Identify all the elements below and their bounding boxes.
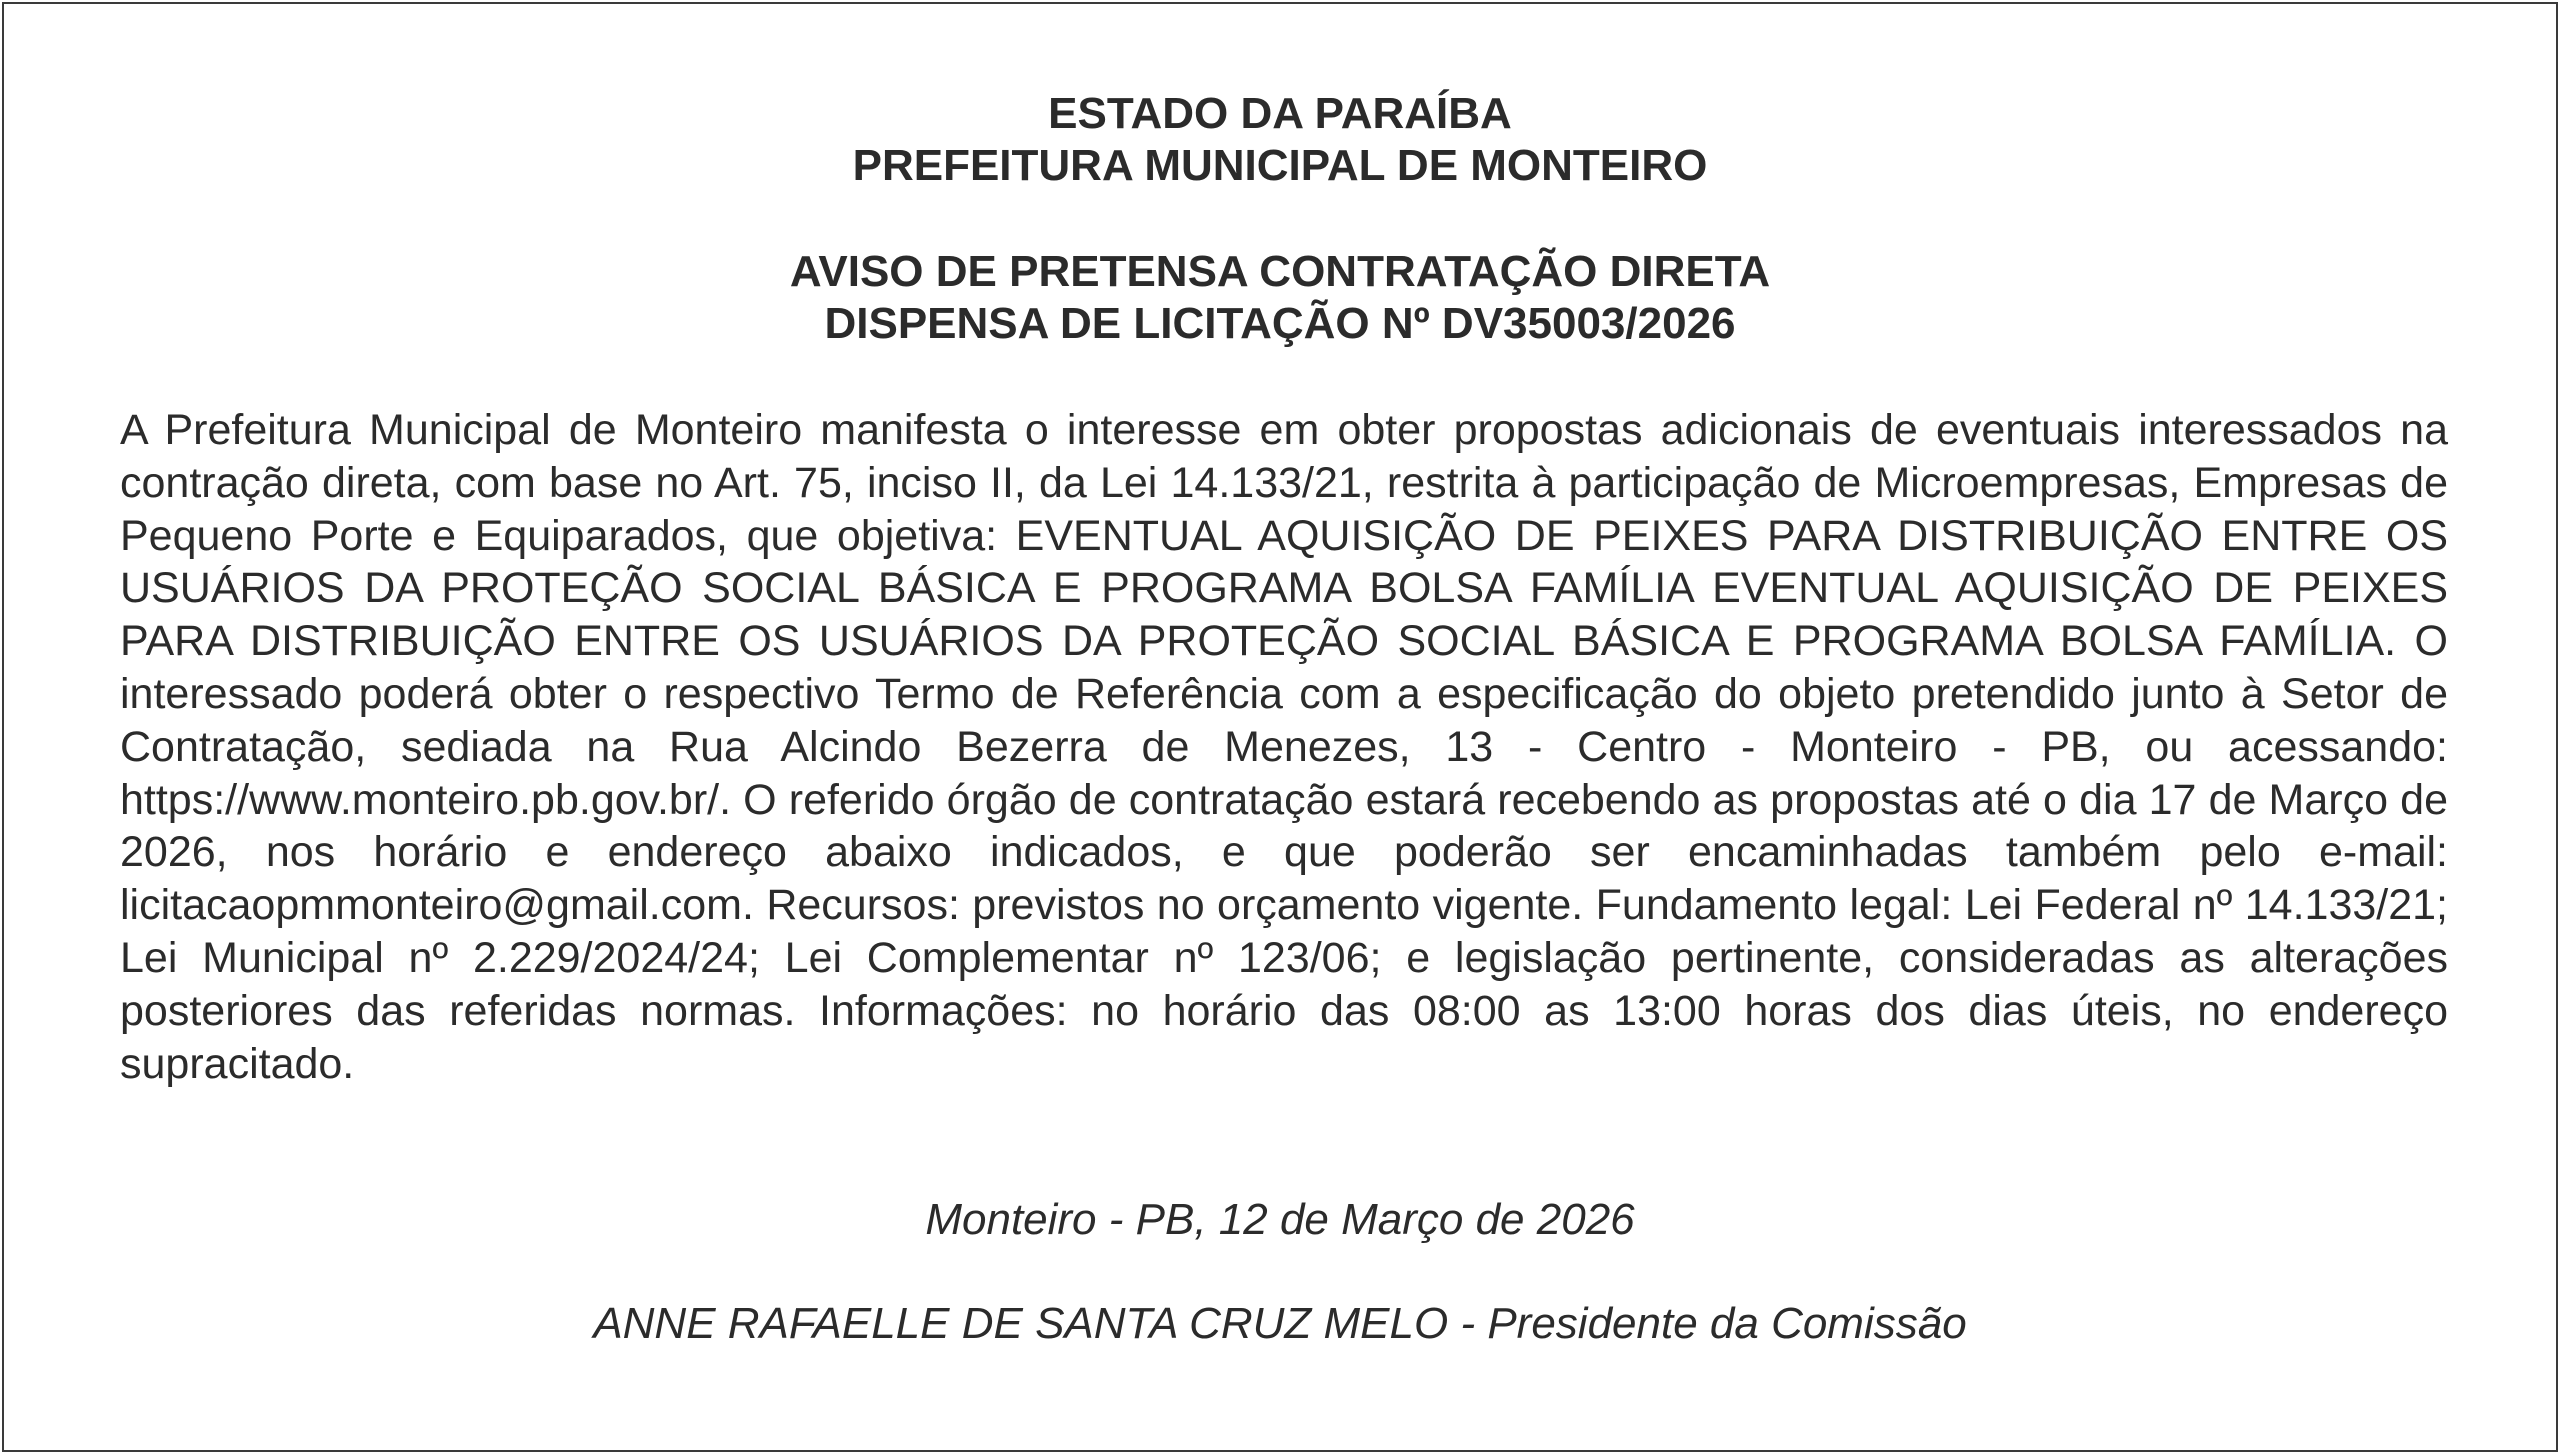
notice-frame xyxy=(2,2,2558,1452)
state-name: ESTADO DA PARAÍBA xyxy=(1048,89,1512,138)
issuer-header xyxy=(4,88,2556,192)
notice-title xyxy=(4,246,2556,350)
notice-body: A Prefeitura Municipal de Monteiro manifesta o interesse em obter propostas adicionais de eventuais interessados na contração direta, com base no Art. 75, inciso II, da Lei 14.133/21, restrita à participação de Microempresas, Empresas de Pequeno Porte e Equiparados, que objetiva: EVENTUAL AQUISIÇÃO DE PEIXES PARA DISTRIBUIÇÃO ENTRE OS USUÁRIOS DA PROTEÇÃO SOCIAL BÁSICA E PROGRAMA BOLSA FAMÍLIA EVENTUAL AQUISIÇÃO DE PEIXES PARA DISTRIBUIÇÃO ENTRE OS USUÁRIOS DA PROTEÇÃO SOCIAL BÁSICA E PROGRAMA BOLSA FAMÍLIA. O interessado poderá obter o respectivo Termo de Referência com a especificação do objeto pretendido junto à Setor de Contratação, sediada na Rua Alcindo Bezerra de Menezes, 13 - Centro - Monteiro - PB, ou acessando: https://www.monteiro.pb.gov.br/. O referido órgão de contratação estará recebendo as propostas até o dia 17 de Março de 2026, nos horário e endereço abaixo indicados, e que poderão ser encaminhadas também pelo e-mail: licitacaopmmonteiro@gmail.com. Recursos: previstos no orçamento vigente. Fundamento legal: Lei Federal nº 14.133/21; Lei Municipal nº 2.229/2024/24; Lei Complementar nº 123/06; e legislação pertinente, consideradas as alterações posteriores das referidas normas. Informações: no horário das 08:00 as 13:00 horas dos dias úteis, no endereço supracitado. xyxy=(120,406,2448,1088)
notice-title-line1: AVISO DE PRETENSA CONTRATAÇÃO DIRETA xyxy=(789,247,1771,296)
municipality-name: PREFEITURA MUNICIPAL DE MONTEIRO xyxy=(852,141,1708,190)
place-date: Monteiro - PB, 12 de Março de 2026 xyxy=(925,1195,1635,1244)
signatory: ANNE RAFAELLE DE SANTA CRUZ MELO - Presidente da Comissão xyxy=(593,1299,1967,1348)
notice-title-line2: DISPENSA DE LICITAÇÃO Nº DV35003/2026 xyxy=(824,299,1736,348)
